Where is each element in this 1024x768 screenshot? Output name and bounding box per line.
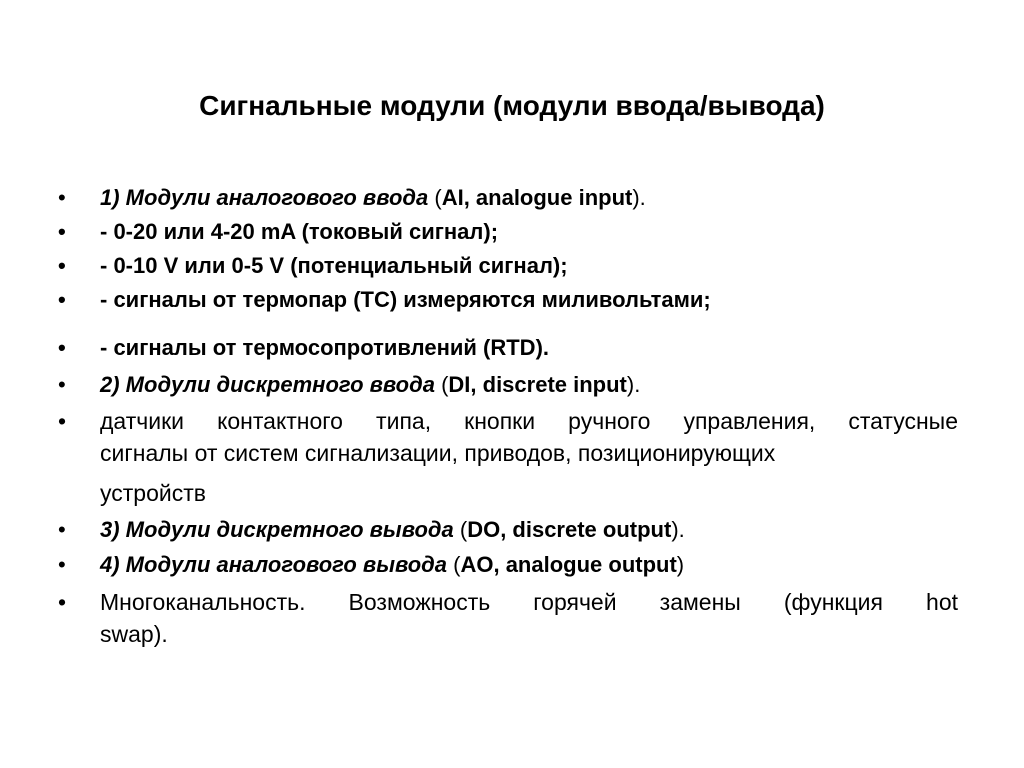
bullet-text <box>100 182 958 214</box>
bullet-marker: • <box>58 253 66 278</box>
bullet-item-contact-sensors <box>58 405 958 509</box>
paren-close: ) <box>676 552 685 577</box>
item-abbrev: AI, analogue input <box>441 185 633 210</box>
bullet-text <box>100 514 958 546</box>
slide-title: Сигнальные модули (модули ввода/вывода) <box>199 90 825 121</box>
bullet-marker: • <box>58 408 67 434</box>
bullet-text <box>100 549 958 581</box>
item-heading: 4) Модули аналогового вывода <box>100 552 448 577</box>
bullet-text: - сигналы от термопар (TC) измеряются миливольтами; <box>100 287 711 312</box>
bullet-item-thermocouple <box>58 284 958 316</box>
bullet-marker: • <box>58 552 66 577</box>
bullet-item-analog-output-modules <box>58 549 958 581</box>
paren-close: ). <box>671 517 685 542</box>
paren-open: ( <box>428 185 442 210</box>
text-line: Многоканальность. Возможность горячей замены (функция hot <box>100 589 958 615</box>
text-line: сигналы от систем сигнализации, приводов, позиционирующих <box>100 440 776 466</box>
paren-open: ( <box>453 517 468 542</box>
bullet-marker: • <box>58 287 66 312</box>
bullet-marker: • <box>58 589 67 615</box>
item-abbrev: DI, discrete input <box>448 372 627 397</box>
item-heading: 1) Модули аналогового ввода <box>100 185 429 210</box>
bullet-text <box>100 405 958 509</box>
bullet-marker: • <box>58 517 66 542</box>
bullet-item-discrete-input-modules <box>58 369 958 401</box>
bullet-item-analog-input-modules <box>58 182 958 214</box>
bullet-marker: • <box>58 219 66 244</box>
paren-close: ). <box>626 372 641 397</box>
paren-open: ( <box>447 552 461 577</box>
bullet-text <box>100 586 958 650</box>
bullet-text: - 0-10 V или 0-5 V (потенциальный сигнал); <box>100 253 568 278</box>
bullet-text <box>100 369 958 401</box>
bullet-item-rtd <box>58 332 958 364</box>
bullet-text: - сигналы от термосопротивлений (RTD). <box>100 335 550 360</box>
paren-close: ). <box>632 185 646 210</box>
bullet-text: - 0-20 или 4-20 mA (токовый сигнал); <box>100 219 499 244</box>
bullet-item-discrete-output-modules <box>58 514 958 546</box>
bullet-item-voltage-signal <box>58 250 958 282</box>
paren-open: ( <box>434 372 449 397</box>
item-heading: 2) Модули дискретного ввода <box>100 372 435 397</box>
text-line: датчики контактного типа, кнопки ручного управления, статусные <box>100 408 958 434</box>
bullet-item-multichannel-hot-swap <box>58 586 958 650</box>
item-heading: 3) Модули дискретного вывода <box>100 517 454 542</box>
item-abbrev: AO, analogue output <box>460 552 677 577</box>
bullet-item-current-signal <box>58 216 958 248</box>
bullet-marker: • <box>58 185 66 210</box>
bullet-marker: • <box>58 372 66 397</box>
text-line: устройств <box>100 480 206 506</box>
bullet-marker: • <box>58 335 66 360</box>
text-line: swap). <box>100 621 168 647</box>
item-abbrev: DO, discrete output <box>467 517 672 542</box>
